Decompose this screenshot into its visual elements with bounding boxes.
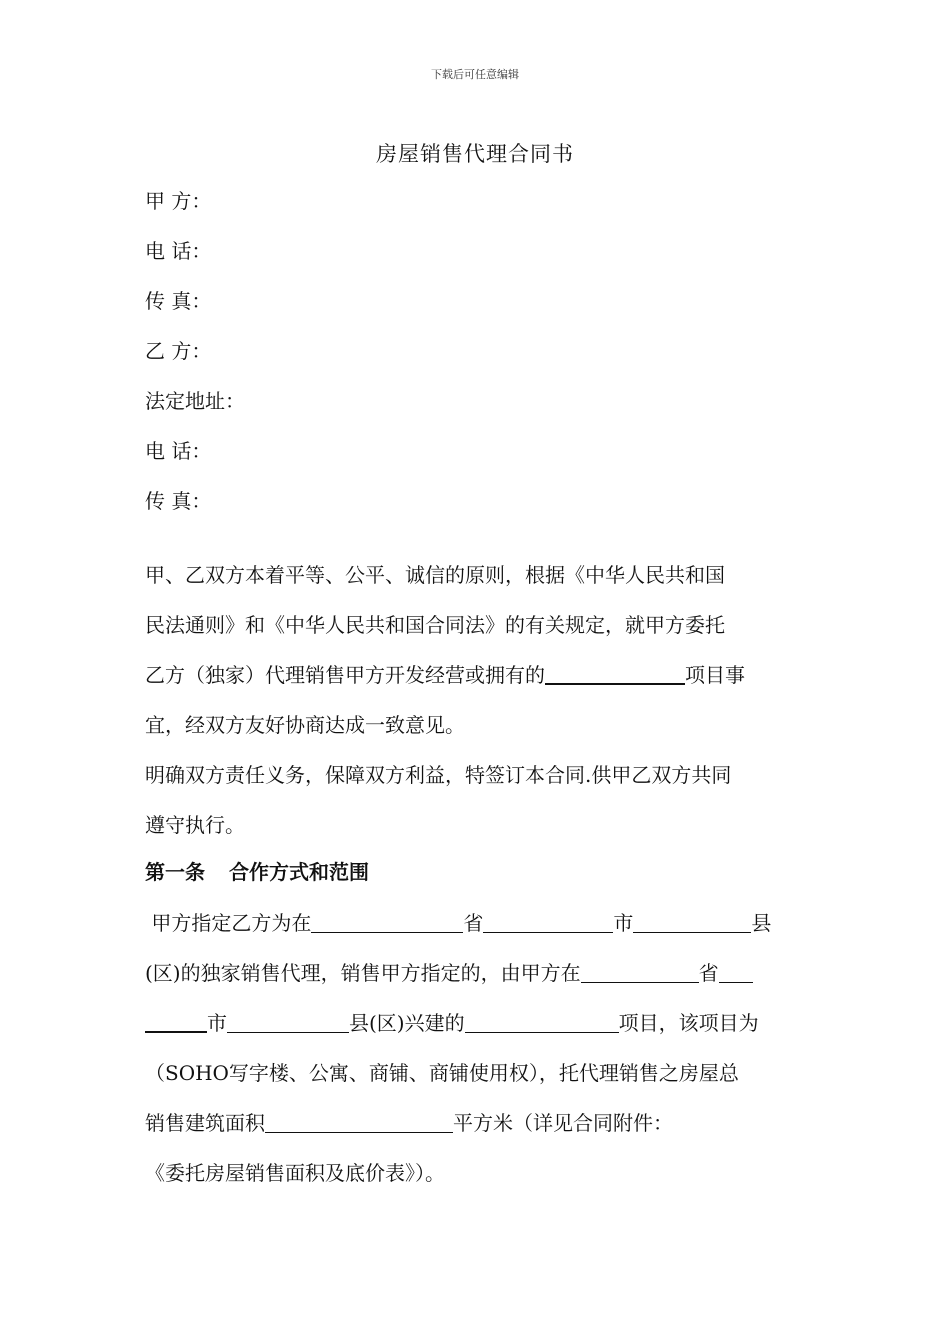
city-blank-2-end[interactable] bbox=[145, 1009, 207, 1033]
article-1-line-6: 《委托房屋销售面积及底价表》）。 bbox=[145, 1161, 445, 1185]
party-b-text: 乙 方： bbox=[145, 339, 212, 363]
area-blank[interactable] bbox=[265, 1110, 453, 1133]
a1-l1-d: 县 bbox=[751, 911, 772, 935]
party-a-phone-text: 电 话： bbox=[145, 239, 212, 263]
intro-line-5: 明确双方责任义务，保障双方利益，特签订本合同.供甲乙双方共同 bbox=[145, 763, 732, 787]
article-1-heading bbox=[145, 857, 369, 887]
party-b-phone-text: 电 话： bbox=[145, 439, 212, 463]
header-note: 下载后可任意编辑 bbox=[431, 68, 519, 81]
intro-line-3 bbox=[145, 650, 810, 700]
intro-line-4: 宜，经双方友好协商达成一致意见。 bbox=[145, 713, 465, 737]
a1-l3-b: 县(区)兴建的 bbox=[349, 1011, 465, 1035]
project-name-blank[interactable] bbox=[545, 661, 685, 685]
article-1-number: 第一条 bbox=[145, 860, 205, 884]
party-b-fax-label bbox=[145, 488, 211, 514]
party-a-text: 甲 方： bbox=[145, 189, 212, 213]
document-title: 房屋销售代理合同书 bbox=[376, 142, 574, 166]
article-1-line-4: （SOHO写字楼、公寓、商铺、商铺使用权），托代理销售之房屋总 bbox=[145, 1061, 739, 1085]
legal-address-label bbox=[145, 388, 245, 414]
a1-l5-a: 销售建筑面积 bbox=[145, 1111, 265, 1135]
article-1-line-3 bbox=[145, 998, 810, 1048]
city-blank-2-start[interactable] bbox=[719, 960, 753, 983]
a1-l2-a: (区)的独家销售代理，销售甲方指定的，由甲方在 bbox=[145, 961, 581, 985]
article-1-line-2 bbox=[145, 948, 810, 998]
party-b-phone-label bbox=[145, 438, 211, 464]
article-1-line-1 bbox=[145, 898, 810, 948]
party-b-label bbox=[145, 338, 211, 364]
party-a-label bbox=[145, 188, 211, 214]
article-1-line-5 bbox=[145, 1098, 810, 1148]
intro-line-1: 甲、乙双方本着平等、公平、诚信的原则，根据《中华人民共和国 bbox=[145, 563, 725, 587]
party-a-phone-label bbox=[145, 238, 211, 264]
county-blank-2[interactable] bbox=[227, 1010, 349, 1033]
party-b-fax-text: 传 真： bbox=[145, 489, 212, 513]
party-a-fax-label bbox=[145, 288, 211, 314]
party-a-fax-text: 传 真： bbox=[145, 289, 212, 313]
intro-paragraph bbox=[145, 550, 810, 850]
province-blank-2[interactable] bbox=[581, 960, 699, 983]
project-blank-2[interactable] bbox=[465, 1010, 619, 1033]
a1-l1-c: 市 bbox=[613, 911, 634, 935]
legal-address-text: 法定地址： bbox=[145, 389, 245, 413]
a1-l3-c: 项目，该项目为 bbox=[618, 1011, 759, 1035]
city-blank-1[interactable] bbox=[483, 910, 613, 933]
intro-line-3-a: 乙方（独家）代理销售甲方开发经营或拥有的 bbox=[145, 663, 545, 687]
a1-l3-a: 市 bbox=[207, 1011, 227, 1035]
county-blank-1[interactable] bbox=[633, 910, 751, 933]
a1-l1-a: 甲方指定乙方为在 bbox=[145, 911, 312, 935]
a1-l5-b: 平方米（详见合同附件： bbox=[453, 1111, 673, 1135]
a1-l1-b: 省 bbox=[463, 911, 484, 935]
article-1-body bbox=[145, 898, 810, 1198]
article-1-title: 合作方式和范围 bbox=[229, 860, 369, 884]
a1-l2-b: 省 bbox=[698, 961, 719, 985]
intro-line-3-b: 项目事 bbox=[685, 663, 745, 687]
intro-line-6: 遵守执行。 bbox=[145, 813, 245, 837]
province-blank-1[interactable] bbox=[311, 910, 463, 933]
intro-line-2: 民法通则》和《中华人民共和国合同法》的有关规定，就甲方委托 bbox=[145, 613, 725, 637]
